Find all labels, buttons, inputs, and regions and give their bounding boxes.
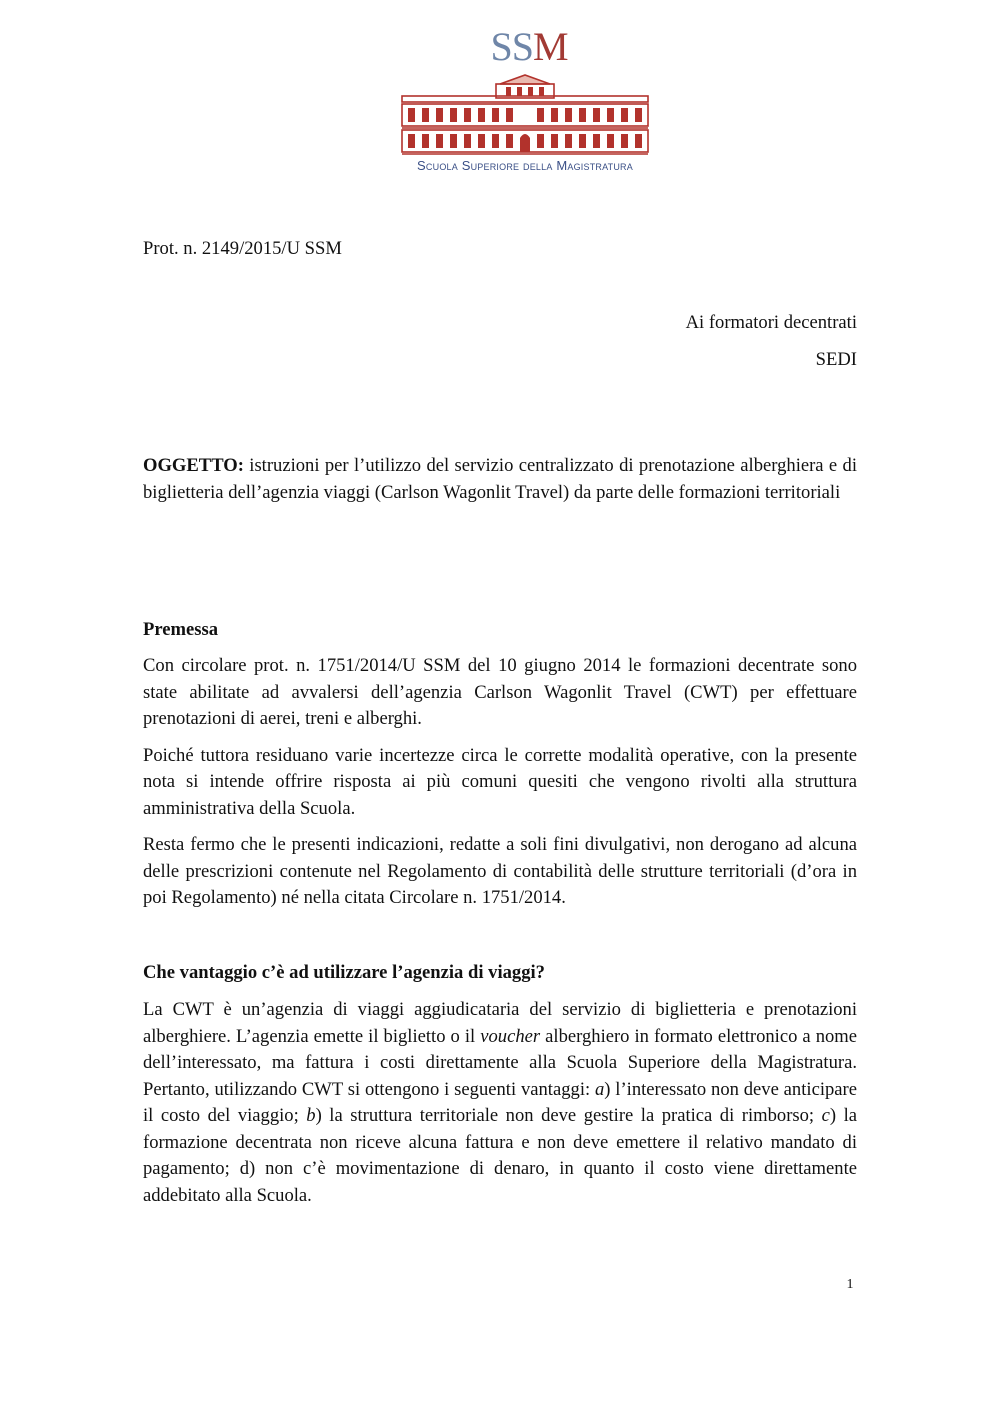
recipient-line: Ai formatori decentrati [685, 312, 857, 333]
subject-label: OGGETTO: [143, 455, 244, 476]
logo-caption: Scuola Superiore della Magistratura [417, 158, 633, 173]
ssm-logo [396, 22, 654, 184]
paragraph: Poiché tuttora residuano varie incertezze circa le corrette modalità operative, con la presente nota si intende offrire risposta ai più comuni quesiti che vengono rivolti alla struttura amministrativa della Scuola. [143, 744, 857, 819]
protocol-number: Prot. n. 2149/2015/U SSM [143, 238, 342, 259]
subject-paragraph [143, 453, 857, 506]
ssm-logo-mark: SSM [490, 24, 568, 69]
page-number: 1 [846, 1277, 854, 1292]
vantaggio-paragraph: La CWT è un’agenzia di viaggi aggiudicataria del servizio di biglietteria e prenotazioni alberghiere. L’agenzia emette il biglietto o il voucher alberghiero in formato elettronico a nome dell’interessato, ma fattura i costi direttamente alla Scuola Superiore della Magistratura. Pertanto, utilizzando CWT si ottengono i seguenti vantaggi: a) l’interessato non deve anticipare il costo del viaggio; b) la struttura territoriale non deve gestire la pratica di rimborso; c) la formazione decentrata non riceve alcuna fattura e non deve emettere il relativo mandato di pagamento; d) non c’è movimentazione di denaro, in quanto il costo viene direttamente addebitato alla Scuola. [143, 999, 858, 1206]
recipients-block [143, 310, 857, 373]
emphasis: voucher [480, 1025, 541, 1047]
paragraph: Con circolare prot. n. 1751/2014/U SSM del 10 giugno 2014 le formazioni decentrate sono state abilitate ad avvalersi dell’agenzia Carlson Wagonlit Travel (CWT) per effettuare prenotazioni di aerei, treni e alberghi. [143, 655, 857, 729]
section-heading: Premessa [143, 619, 219, 640]
paragraph: Resta fermo che le presenti indicazioni, redatte a soli fini divulgativi, non derogano ad alcuna delle prescrizioni contenute nel Regolamento di contabilità delle strutture territoriali (d’ora in poi Regolamento) né nella citata Circolare n. 1751/2014. [143, 834, 857, 908]
recipient-line: SEDI [815, 348, 857, 370]
subject-text: istruzioni per l’utilizzo del servizio centralizzato di prenotazione alberghiera e di biglietteria dell’agenzia viaggi (Carlson Wagonlit Travel) da parte delle formazioni territoriali [143, 455, 857, 503]
premessa-body [143, 653, 857, 912]
palace-illustration [396, 74, 654, 158]
section-heading: Che vantaggio c’è ad utilizzare l’agenzia di viaggi? [143, 962, 545, 983]
